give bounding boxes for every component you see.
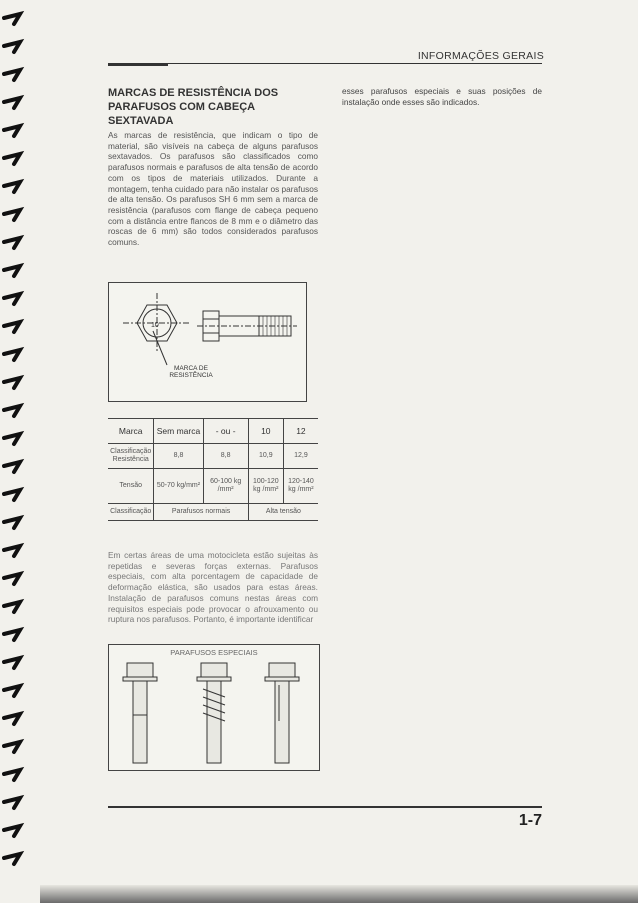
hex-bolt-illustration — [109, 283, 306, 401]
svg-text:10: 10 — [151, 322, 159, 329]
table-cell: 100-120 kg /mm² — [248, 469, 283, 504]
special-bolts-figure — [108, 644, 320, 771]
table-header-cell: Sem marca — [154, 419, 203, 444]
table-header-cell: 10 — [248, 419, 283, 444]
header-title: INFORMAÇÕES GERAIS — [417, 50, 544, 62]
strength-table — [108, 418, 318, 521]
page-edge-shadow — [40, 885, 638, 903]
table-row — [108, 444, 318, 469]
header-rule — [108, 63, 542, 64]
table-cell: 50-70 kg/mm² — [154, 469, 203, 504]
table-cell: 60-100 kg /mm² — [203, 469, 248, 504]
table-cell: 12,9 — [283, 444, 318, 469]
strength-mark-label: MARCA DE RESISTÊNCIA — [169, 365, 213, 379]
spiral-binding — [0, 0, 34, 903]
table-header-row — [108, 419, 318, 444]
special-bolts-title: PARAFUSOS ESPECIAIS — [170, 648, 258, 657]
table-cell: Classificação — [108, 504, 154, 521]
page-number: 1-7 — [518, 812, 542, 829]
header-rule-tab — [108, 63, 168, 66]
section-title: MARCAS DE RESISTÊNCIA DOS PARAFUSOS COM CABEÇA SEXTAVADA — [108, 87, 279, 127]
table-cell: Parafusos normais — [154, 504, 248, 521]
paragraph-1: As marcas de resistência, que indicam o tipo de material, são visíveis na cabeça de alguns parafusos sextavados. Os parafusos são classificados como parafusos normais e parafusos de alta tensão de acordo com os tipos de materiais utilizados. Durante a montagem, tenha cuidado para não instalar os parafusos de alta tensão. Os parafusos SH 6 mm sem a marca de resistência (parafusos com flange de cabeça pequeno com a distância entre flancos de 8 mm e o diâmetro das roscas de 6 mm) são todos considerados parafusos comuns. — [108, 130, 318, 248]
table-row — [108, 469, 318, 504]
table-row — [108, 504, 318, 521]
right-column-text: esses parafusos especiais e suas posições de instalação onde esses são indicados. — [342, 86, 542, 107]
table-header-cell: Marca — [108, 419, 154, 444]
table-cell: Classificação Resistência — [108, 444, 154, 469]
table-cell: 8,8 — [154, 444, 203, 469]
table-cell: 8,8 — [203, 444, 248, 469]
table-header-cell: - ou - — [203, 419, 248, 444]
special-bolts-illustration — [109, 645, 319, 770]
table-header-cell: 12 — [283, 419, 318, 444]
table-cell: 120-140 kg /mm² — [283, 469, 318, 504]
footer-rule — [108, 806, 542, 808]
paragraph-2: Em certas áreas de uma motocicleta estão sujeitas às repetidas e severas forças externas. Parafusos especiais, com alta porcentagem de capacidade de deformação elástica, são usados para estas áreas. Instalação de parafusos comuns nestas áreas com requisitos especiais pode provocar o afrouxamento ou ruptura nos parafusos. Portanto, é importante identificar — [108, 550, 318, 625]
table-cell: Tensão — [108, 469, 154, 504]
table-cell: Alta tensão — [248, 504, 318, 521]
bolt-diagram-figure — [108, 282, 307, 402]
table-cell: 10,9 — [248, 444, 283, 469]
